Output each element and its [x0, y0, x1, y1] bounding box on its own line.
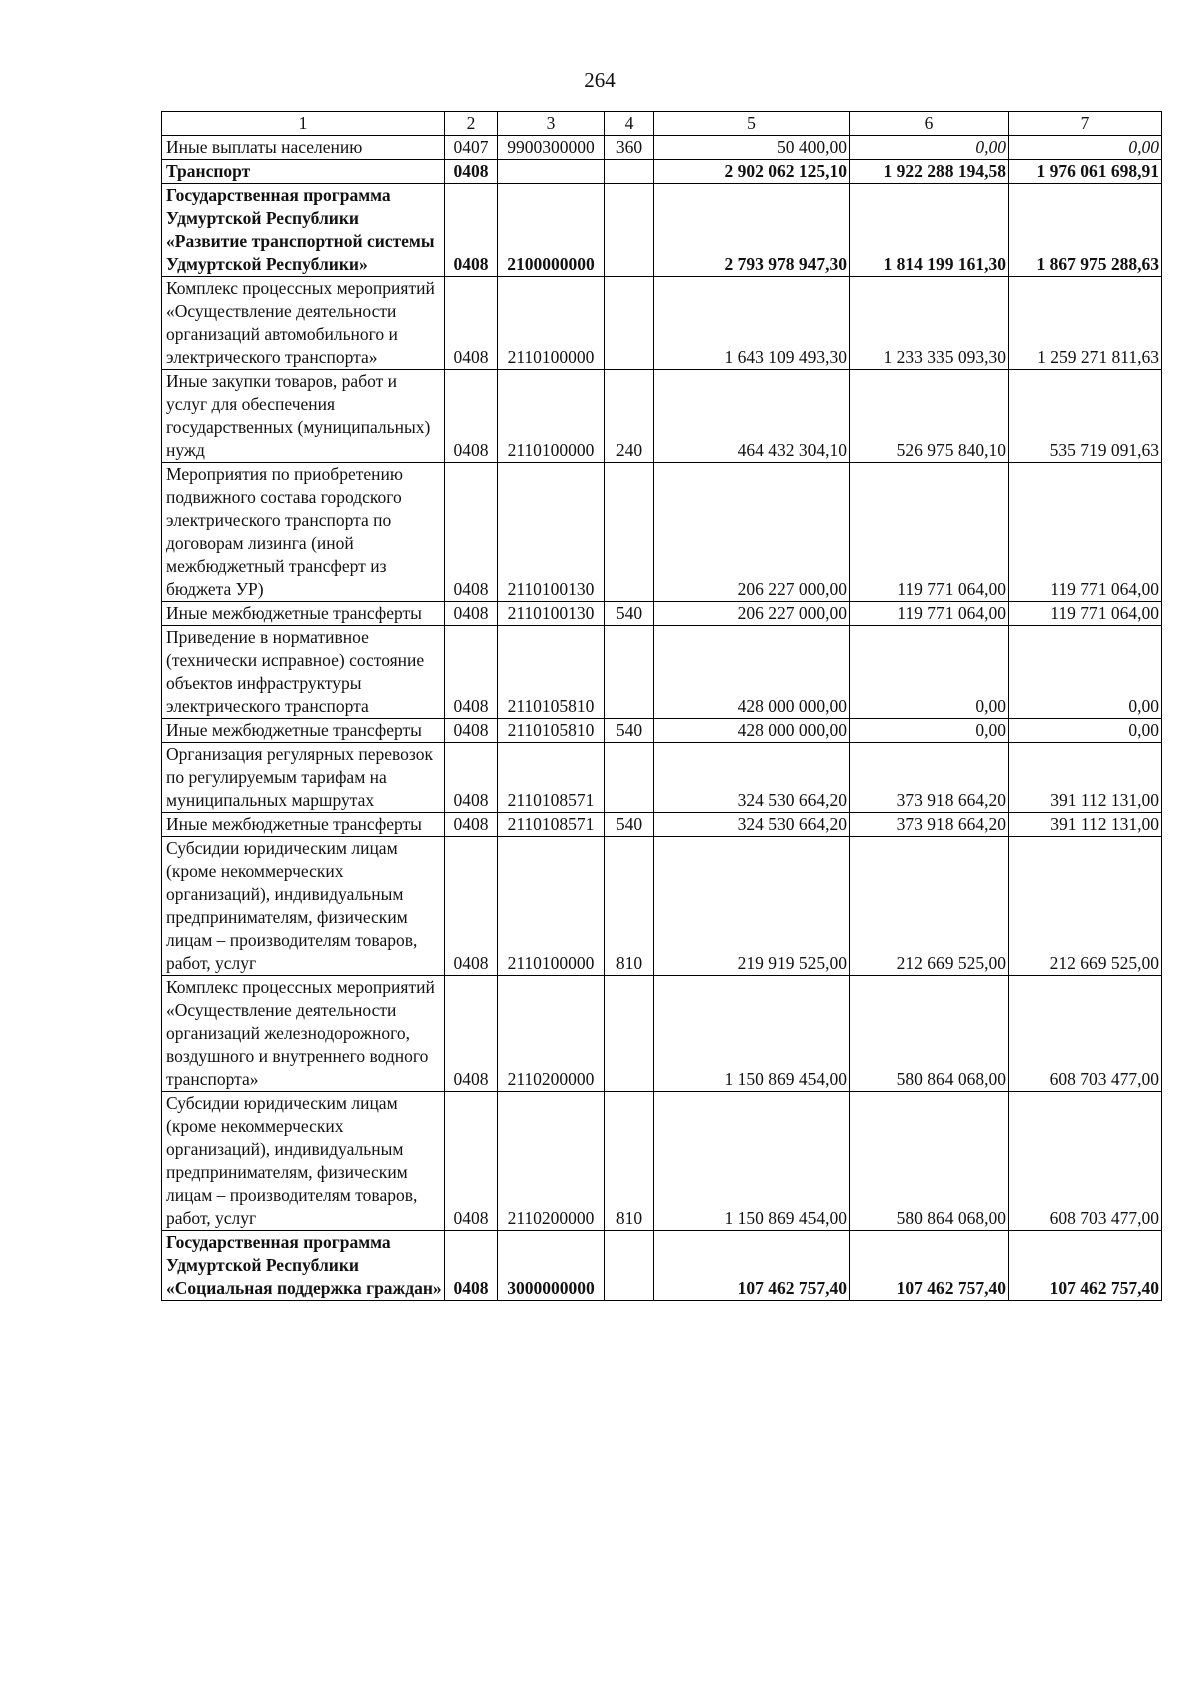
row-amount-5: 206 227 000,00 — [654, 602, 850, 626]
row-target-article: 2110200000 — [498, 1092, 605, 1231]
row-target-article: 2110100130 — [498, 463, 605, 602]
header-col-3: 3 — [498, 112, 605, 136]
row-amount-6: 0,00 — [850, 136, 1009, 160]
row-amount-5: 324 530 664,20 — [654, 813, 850, 837]
row-target-article: 2110100000 — [498, 837, 605, 976]
row-expense-type — [605, 1231, 654, 1301]
row-expense-type: 810 — [605, 837, 654, 976]
row-target-article: 2110108571 — [498, 813, 605, 837]
table-row — [162, 136, 1162, 160]
header-col-4: 4 — [605, 112, 654, 136]
table-row — [162, 370, 1162, 463]
table-row — [162, 837, 1162, 976]
row-amount-5: 2 902 062 125,10 — [654, 160, 850, 184]
row-amount-5: 324 530 664,20 — [654, 743, 850, 813]
table-row — [162, 602, 1162, 626]
row-section: 0408 — [445, 1231, 498, 1301]
row-amount-7: 212 669 525,00 — [1009, 837, 1162, 976]
row-expense-type: 360 — [605, 136, 654, 160]
row-expense-type — [605, 184, 654, 277]
table-row — [162, 813, 1162, 837]
row-name: Иные межбюджетные трансферты — [162, 602, 445, 626]
row-name: Иные закупки товаров, работ и услуг для обеспечения государственных (муниципальных) нужд — [162, 370, 445, 463]
header-col-2: 2 — [445, 112, 498, 136]
table-row — [162, 719, 1162, 743]
header-row — [162, 112, 1162, 136]
row-section: 0408 — [445, 463, 498, 602]
table-row — [162, 277, 1162, 370]
row-amount-7: 608 703 477,00 — [1009, 1092, 1162, 1231]
row-amount-6: 1 814 199 161,30 — [850, 184, 1009, 277]
row-target-article: 2110105810 — [498, 719, 605, 743]
row-expense-type — [605, 277, 654, 370]
row-section: 0408 — [445, 626, 498, 719]
row-amount-7: 1 976 061 698,91 — [1009, 160, 1162, 184]
row-target-article: 2110200000 — [498, 976, 605, 1092]
row-amount-5: 428 000 000,00 — [654, 626, 850, 719]
row-expense-type — [605, 160, 654, 184]
row-target-article: 2100000000 — [498, 184, 605, 277]
row-amount-6: 1 922 288 194,58 — [850, 160, 1009, 184]
row-target-article — [498, 160, 605, 184]
row-amount-6: 212 669 525,00 — [850, 837, 1009, 976]
budget-table — [161, 111, 1162, 1301]
row-amount-7: 119 771 064,00 — [1009, 602, 1162, 626]
row-amount-7: 1 259 271 811,63 — [1009, 277, 1162, 370]
row-expense-type — [605, 976, 654, 1092]
table-row — [162, 976, 1162, 1092]
header-col-1: 1 — [162, 112, 445, 136]
row-amount-5: 206 227 000,00 — [654, 463, 850, 602]
row-name: Транспорт — [162, 160, 445, 184]
row-name: Государственная программа Удмуртской Республики «Развитие транспортной системы Удмуртской Республики» — [162, 184, 445, 277]
row-amount-7: 391 112 131,00 — [1009, 813, 1162, 837]
row-section: 0408 — [445, 837, 498, 976]
row-target-article: 3000000000 — [498, 1231, 605, 1301]
row-name: Комплекс процессных мероприятий «Осуществление деятельности организаций автомобильного и электрического транспорта» — [162, 277, 445, 370]
row-expense-type: 540 — [605, 719, 654, 743]
row-section: 0408 — [445, 743, 498, 813]
row-amount-5: 464 432 304,10 — [654, 370, 850, 463]
row-name: Субсидии юридическим лицам (кроме некоммерческих организаций), индивидуальным предпринимателям, физическим лицам – производителям товаров, работ, услуг — [162, 837, 445, 976]
row-amount-7: 391 112 131,00 — [1009, 743, 1162, 813]
row-expense-type: 240 — [605, 370, 654, 463]
row-amount-6: 373 918 664,20 — [850, 813, 1009, 837]
row-amount-6: 0,00 — [850, 719, 1009, 743]
page-number: 264 — [584, 68, 616, 92]
table-row — [162, 1231, 1162, 1301]
row-target-article: 2110100000 — [498, 277, 605, 370]
table-row — [162, 160, 1162, 184]
row-name: Иные межбюджетные трансферты — [162, 813, 445, 837]
row-name: Субсидии юридическим лицам (кроме некоммерческих организаций), индивидуальным предпринимателям, физическим лицам – производителям товаров, работ, услуг — [162, 1092, 445, 1231]
row-amount-5: 219 919 525,00 — [654, 837, 850, 976]
table-row — [162, 184, 1162, 277]
row-section: 0408 — [445, 160, 498, 184]
header-col-6: 6 — [850, 112, 1009, 136]
table-row — [162, 1092, 1162, 1231]
row-amount-7: 0,00 — [1009, 719, 1162, 743]
row-expense-type: 810 — [605, 1092, 654, 1231]
row-amount-6: 119 771 064,00 — [850, 463, 1009, 602]
row-expense-type — [605, 626, 654, 719]
row-name: Комплекс процессных мероприятий «Осуществление деятельности организаций железнодорожного, воздушного и внутреннего водного транспорта» — [162, 976, 445, 1092]
row-name: Государственная программа Удмуртской Республики «Социальная поддержка граждан» — [162, 1231, 445, 1301]
row-expense-type: 540 — [605, 813, 654, 837]
row-section: 0408 — [445, 719, 498, 743]
row-expense-type — [605, 463, 654, 602]
row-amount-7: 608 703 477,00 — [1009, 976, 1162, 1092]
row-amount-6: 107 462 757,40 — [850, 1231, 1009, 1301]
row-expense-type — [605, 743, 654, 813]
row-section: 0408 — [445, 184, 498, 277]
row-name: Иные выплаты населению — [162, 136, 445, 160]
row-name: Иные межбюджетные трансферты — [162, 719, 445, 743]
row-section: 0408 — [445, 277, 498, 370]
row-section: 0408 — [445, 1092, 498, 1231]
row-amount-5: 1 643 109 493,30 — [654, 277, 850, 370]
row-amount-5: 50 400,00 — [654, 136, 850, 160]
header-col-5: 5 — [654, 112, 850, 136]
row-target-article: 2110105810 — [498, 626, 605, 719]
row-target-article: 2110108571 — [498, 743, 605, 813]
table-row — [162, 626, 1162, 719]
row-amount-7: 0,00 — [1009, 626, 1162, 719]
row-amount-6: 580 864 068,00 — [850, 1092, 1009, 1231]
header-col-7: 7 — [1009, 112, 1162, 136]
row-amount-6: 0,00 — [850, 626, 1009, 719]
row-section: 0408 — [445, 602, 498, 626]
row-amount-6: 580 864 068,00 — [850, 976, 1009, 1092]
row-name: Мероприятия по приобретению подвижного состава городского электрического транспорта по договорам лизинга (иной межбюджетный трансферт из бюджета УР) — [162, 463, 445, 602]
row-expense-type: 540 — [605, 602, 654, 626]
row-amount-5: 428 000 000,00 — [654, 719, 850, 743]
row-section: 0408 — [445, 976, 498, 1092]
row-amount-6: 1 233 335 093,30 — [850, 277, 1009, 370]
row-section: 0408 — [445, 370, 498, 463]
row-amount-6: 526 975 840,10 — [850, 370, 1009, 463]
table-row — [162, 463, 1162, 602]
table-row — [162, 743, 1162, 813]
row-amount-7: 119 771 064,00 — [1009, 463, 1162, 602]
row-amount-7: 535 719 091,63 — [1009, 370, 1162, 463]
row-target-article: 2110100130 — [498, 602, 605, 626]
row-amount-7: 0,00 — [1009, 136, 1162, 160]
row-section: 0408 — [445, 813, 498, 837]
row-amount-5: 1 150 869 454,00 — [654, 976, 850, 1092]
row-target-article: 2110100000 — [498, 370, 605, 463]
row-section: 0407 — [445, 136, 498, 160]
row-amount-5: 2 793 978 947,30 — [654, 184, 850, 277]
row-amount-7: 1 867 975 288,63 — [1009, 184, 1162, 277]
row-amount-6: 119 771 064,00 — [850, 602, 1009, 626]
row-name: Приведение в нормативное (технически исправное) состояние объектов инфраструктуры электрического транспорта — [162, 626, 445, 719]
row-amount-5: 107 462 757,40 — [654, 1231, 850, 1301]
row-name: Организация регулярных перевозок по регулируемым тарифам на муниципальных маршрутах — [162, 743, 445, 813]
row-amount-6: 373 918 664,20 — [850, 743, 1009, 813]
row-amount-7: 107 462 757,40 — [1009, 1231, 1162, 1301]
row-amount-5: 1 150 869 454,00 — [654, 1092, 850, 1231]
row-target-article: 9900300000 — [498, 136, 605, 160]
